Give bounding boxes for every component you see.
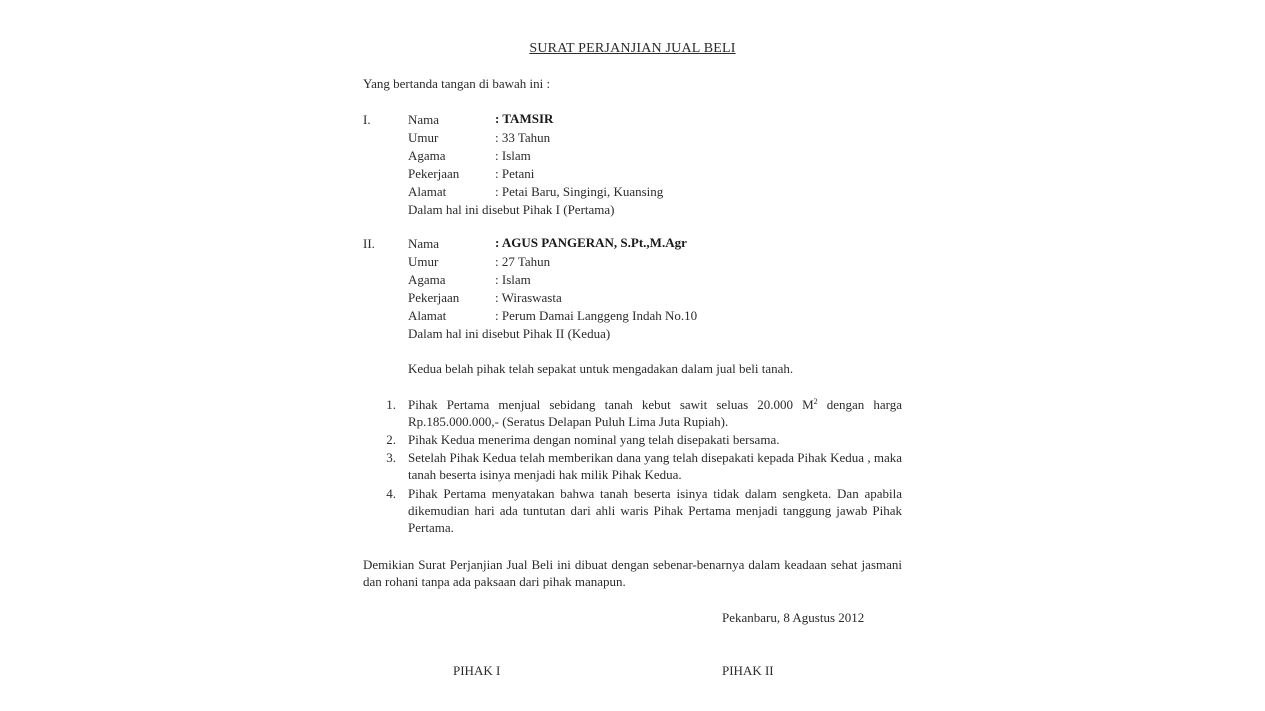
party-1-number: I. [363, 112, 371, 127]
party-1-agama-value: : Islam [495, 148, 531, 163]
clause-4-number: 4. [386, 486, 396, 501]
party-2-agama-value: : Islam [495, 272, 531, 287]
party-2-designation: Dalam hal ini disebut Pihak II (Kedua) [408, 326, 611, 341]
clause-1-text-part-b: dengan harga Rp.185.000.000,- (Seratus Delapan Puluh Lima Juta Rupiah). [408, 397, 902, 429]
party-1-designation: Dalam hal ini disebut Pihak I (Pertama) [408, 202, 615, 217]
party-1-alamat-value: : Petai Baru, Singingi, Kuansing [495, 184, 664, 199]
clause-3-number: 3. [386, 450, 396, 465]
party-1-agama-label: Agama [408, 148, 446, 163]
party-1-umur-label: Umur [408, 130, 439, 145]
clause-1-superscript: 2 [813, 397, 818, 406]
clause-1-text [408, 396, 902, 430]
party-1-pekerjaan-value: : Petani [495, 166, 535, 181]
party-2-number: II. [363, 236, 375, 251]
party-2-agama-label: Agama [408, 272, 446, 287]
party-1-umur-value: : 33 Tahun [495, 130, 551, 145]
party-2-alamat-label: Alamat [408, 308, 447, 323]
party-1-pekerjaan-label: Pekerjaan [408, 166, 460, 181]
place-date: Pekanbaru, 8 Agustus 2012 [722, 610, 865, 625]
party-2-alamat-value: : Perum Damai Langgeng Indah No.10 [495, 308, 698, 323]
clause-4-text: Pihak Pertama menyatakan bahwa tanah beserta isinya tidak dalam sengketa. Dan apabila dikemudian hari ada tuntutan dari ahli waris Pihak Pertama menjadi tanggung jawab Pihak Pertama. [408, 486, 902, 535]
clause-1-text-part-a: Pihak Pertama menjual sebidang tanah kebut sawit seluas 20.000 M [408, 397, 814, 412]
party-2-pekerjaan-label: Pekerjaan [408, 290, 460, 305]
party-2-umur-value: : 27 Tahun [495, 254, 551, 269]
intro-text: Yang bertanda tangan di bawah ini : [363, 76, 551, 91]
party-1-nama-label: Nama [408, 112, 440, 127]
party-2-nama-label: Nama [408, 236, 440, 251]
party-1-alamat-label: Alamat [408, 184, 447, 199]
clause-2-number: 2. [386, 432, 396, 447]
clause-3-text: Setelah Pihak Kedua telah memberikan dana yang telah disepakati kepada Pihak Kedua , maka tanah beserta isinya menjadi hak milik Pihak Kedua. [408, 450, 902, 482]
clause-2-text: Pihak Kedua menerima dengan nominal yang telah disepakati bersama. [408, 432, 780, 447]
party-2-nama-value: : AGUS PANGERAN, S.Pt.,M.Agr [495, 235, 687, 250]
party-2-pekerjaan-value: : Wiraswasta [495, 290, 562, 305]
party-2-umur-label: Umur [408, 254, 439, 269]
clause-1-number: 1. [386, 397, 396, 412]
signature-party-2-label: PIHAK II [722, 663, 774, 678]
party-1-nama-value: : TAMSIR [495, 111, 554, 126]
document-title: SURAT PERJANJIAN JUAL BELI [529, 41, 736, 56]
agreement-statement: Kedua belah pihak telah sepakat untuk mengadakan dalam jual beli tanah. [408, 361, 794, 376]
signature-party-1-label: PIHAK I [453, 663, 501, 678]
closing-paragraph: Demikian Surat Perjanjian Jual Beli ini dibuat dengan sebenar-benarnya dalam keadaan sehat jasmani dan rohani tanpa ada paksaan dari pihak manapun. [363, 557, 902, 589]
